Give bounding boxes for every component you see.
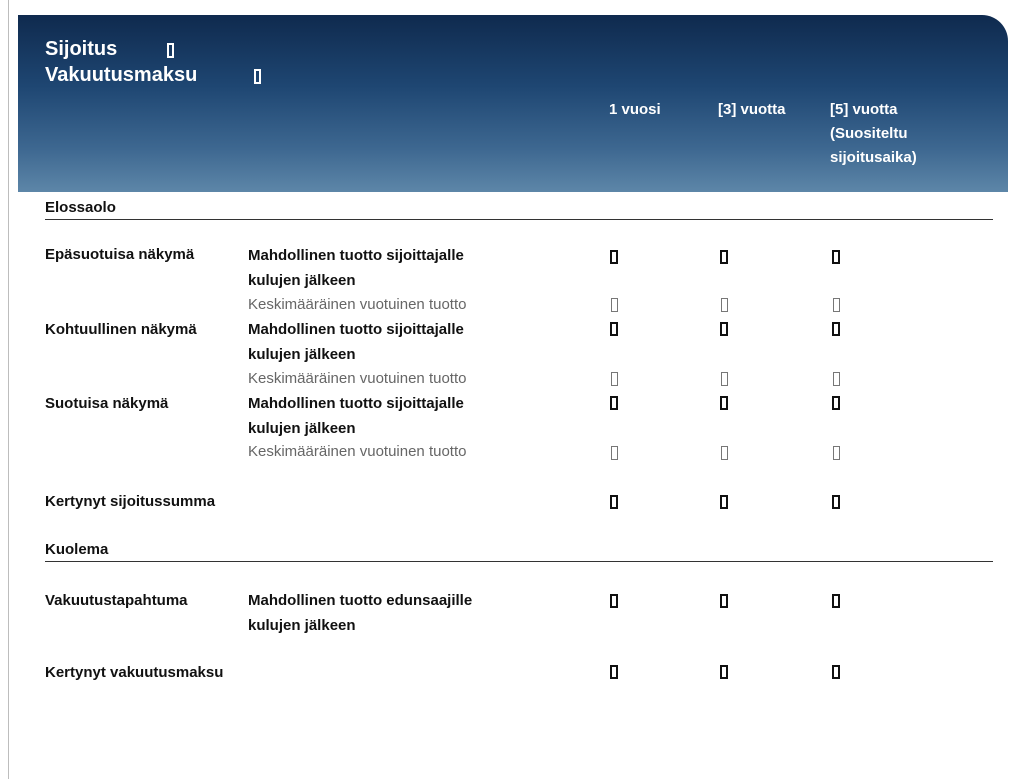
value-placeholder — [611, 446, 618, 460]
value-placeholder — [832, 322, 840, 336]
investment-title — [45, 37, 117, 61]
value-placeholder — [721, 446, 728, 460]
value-placeholder — [832, 665, 840, 679]
section-divider — [45, 219, 993, 220]
investment-label: Sijoitus — [45, 38, 118, 60]
value-placeholder — [832, 594, 840, 608]
value-placeholder — [721, 298, 728, 312]
column-header-3-years: [3] vuotta — [718, 101, 786, 118]
value-placeholder — [611, 372, 618, 386]
column-header-5-years: [5] vuotta (Suositeltu sijoitusaika) — [830, 101, 917, 166]
scenario-label: Suotuisa näkymä — [45, 395, 169, 412]
left-margin-line — [8, 0, 9, 779]
average-annual-return-label: Keskimääräinen vuotuinen tuotto — [248, 370, 467, 387]
value-placeholder — [833, 372, 840, 386]
premium-label: Vakuutusmaksu — [45, 64, 198, 86]
section-title-survival: Elossaolo — [45, 199, 116, 216]
value-placeholder — [832, 495, 840, 509]
scenario-description: Mahdollinen tuotto sijoittajalle kulujen jälkeen — [248, 321, 464, 363]
average-annual-return-label: Keskimääräinen vuotuinen tuotto — [248, 296, 467, 313]
premium-title — [45, 63, 197, 87]
investment-placeholder — [167, 43, 174, 58]
value-placeholder — [832, 250, 840, 264]
column-header-1-year: 1 vuosi — [609, 101, 661, 118]
value-placeholder — [610, 495, 618, 509]
value-placeholder — [610, 665, 618, 679]
scenario-description: Mahdollinen tuotto sijoittajalle kulujen jälkeen — [248, 247, 464, 289]
table-header — [18, 15, 1008, 192]
value-placeholder — [720, 665, 728, 679]
insurance-event-description: Mahdollinen tuotto edunsaajille kulujen jälkeen — [248, 592, 473, 634]
average-annual-return-label: Keskimääräinen vuotuinen tuotto — [248, 443, 467, 460]
value-placeholder — [721, 372, 728, 386]
section-divider — [45, 561, 993, 562]
value-placeholder — [720, 594, 728, 608]
accumulated-premium-label: Kertynyt vakuutusmaksu — [45, 664, 224, 681]
value-placeholder — [611, 298, 618, 312]
premium-placeholder — [254, 69, 261, 84]
value-placeholder — [720, 495, 728, 509]
value-placeholder — [720, 396, 728, 410]
value-placeholder — [833, 446, 840, 460]
value-placeholder — [832, 396, 840, 410]
value-placeholder — [610, 396, 618, 410]
accumulated-investment-label: Kertynyt sijoitussumma — [45, 493, 216, 510]
value-placeholder — [720, 322, 728, 336]
scenario-label: Epäsuotuisa näkymä — [45, 246, 195, 263]
scenario-label: Kohtuullinen näkymä — [45, 321, 197, 338]
value-placeholder — [720, 250, 728, 264]
scenario-description: Mahdollinen tuotto sijoittajalle kulujen jälkeen — [248, 395, 464, 437]
value-placeholder — [610, 322, 618, 336]
insurance-event-label: Vakuutustapahtuma — [45, 592, 188, 609]
section-title-death: Kuolema — [45, 541, 109, 558]
value-placeholder — [833, 298, 840, 312]
value-placeholder — [610, 594, 618, 608]
value-placeholder — [610, 250, 618, 264]
